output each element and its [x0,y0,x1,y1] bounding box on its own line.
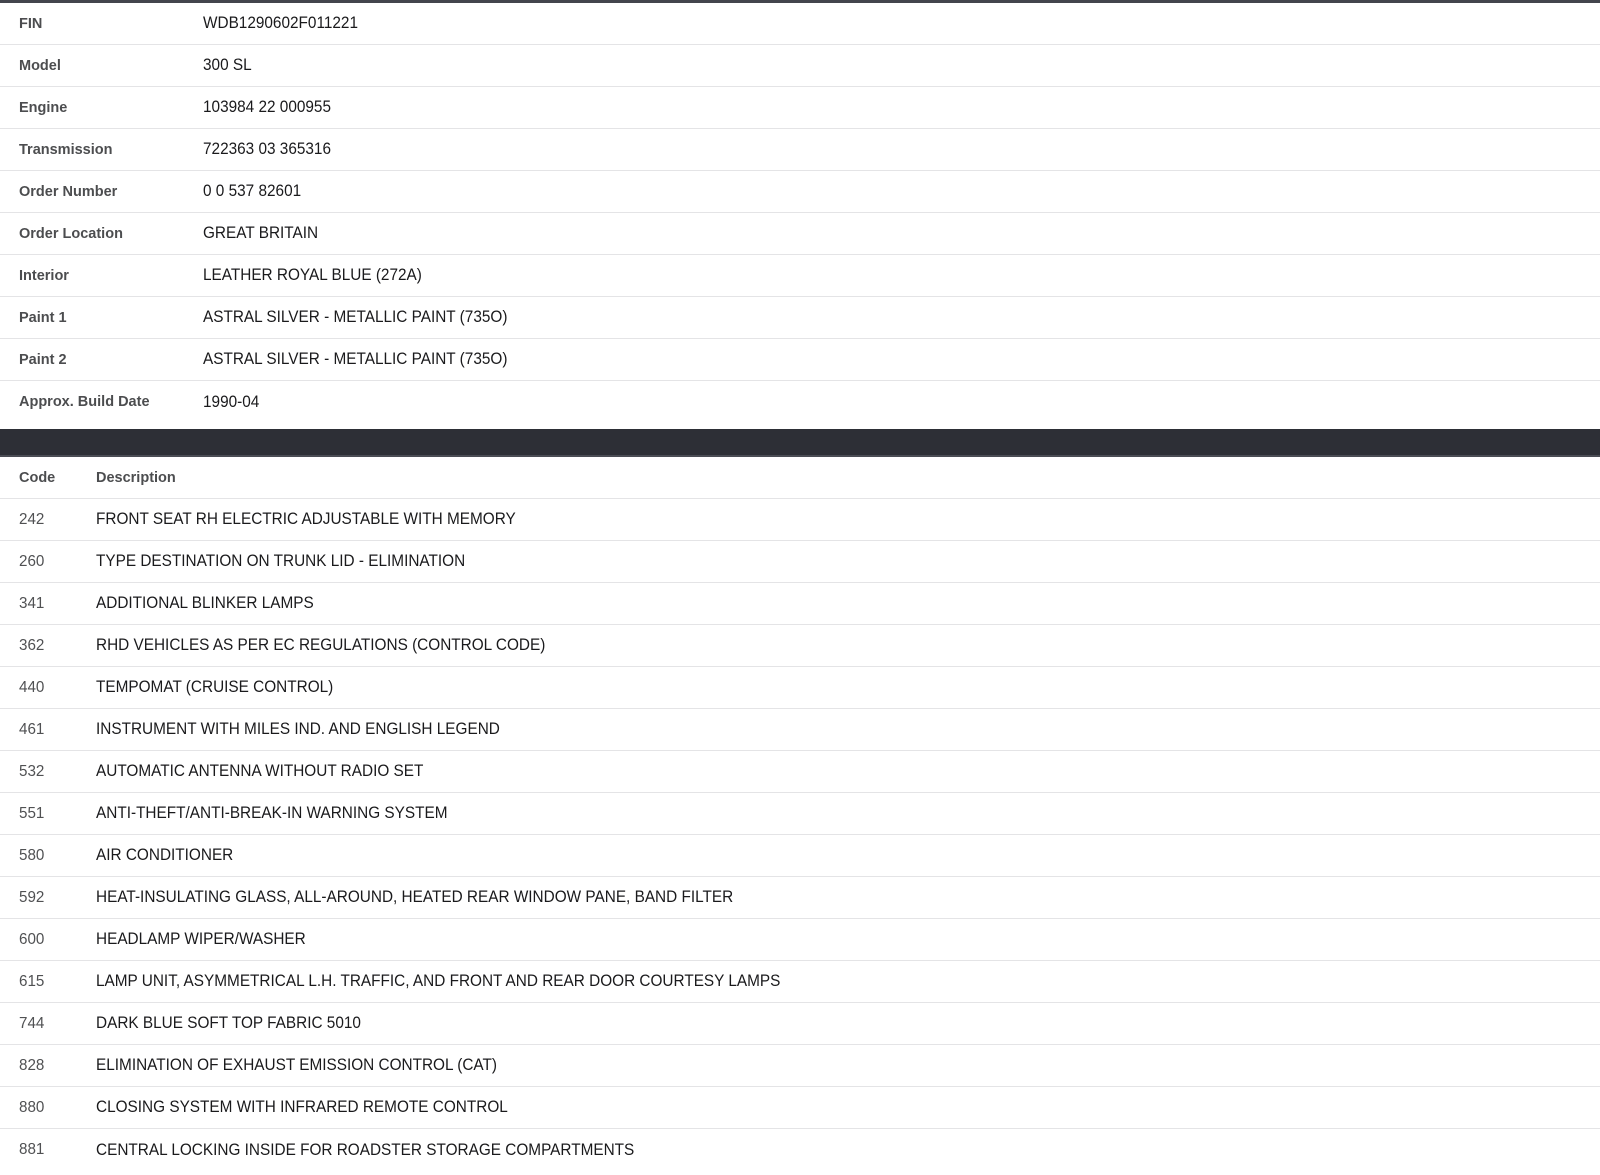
description-cell: HEADLAMP WIPER/WASHER [96,930,306,948]
code-cell: 744 [19,1014,45,1032]
code-row-615 [0,961,1600,1003]
section-divider-bar [0,429,1600,457]
code-row-592 [0,877,1600,919]
info-label: Model [19,57,61,74]
code-cell: 440 [19,678,45,696]
code-row-532 [0,751,1600,793]
vehicle-info-table [0,3,1600,423]
code-cell: 881 [19,1141,45,1158]
description-cell: CLOSING SYSTEM WITH INFRARED REMOTE CONTROL [96,1098,508,1116]
description-cell: AIR CONDITIONER [96,846,234,864]
code-cell: 532 [19,762,45,780]
description-cell: RHD VEHICLES AS PER EC REGULATIONS (CONTROL CODE) [96,636,546,654]
info-row-paint-1 [0,297,1600,339]
info-value: 300 SL [203,56,252,74]
code-cell: 592 [19,888,45,906]
info-label: Engine [19,99,68,116]
info-value: GREAT BRITAIN [203,224,319,242]
code-row-461 [0,709,1600,751]
description-cell: INSTRUMENT WITH MILES IND. AND ENGLISH LEGEND [96,720,500,738]
info-label: Transmission [19,141,113,158]
info-label: FIN [19,15,43,32]
description-cell: HEAT-INSULATING GLASS, ALL-AROUND, HEATED REAR WINDOW PANE, BAND FILTER [96,888,734,906]
info-row-order-number [0,171,1600,213]
description-cell: ANTI-THEFT/ANTI-BREAK-IN WARNING SYSTEM [96,804,448,822]
info-label: Paint 1 [19,309,67,326]
description-cell: TYPE DESTINATION ON TRUNK LID - ELIMINATION [96,552,466,570]
code-cell: 580 [19,846,45,864]
description-cell: DARK BLUE SOFT TOP FABRIC 5010 [96,1014,361,1032]
code-cell: 615 [19,972,45,990]
code-cell: 461 [19,720,45,738]
code-row-880 [0,1087,1600,1129]
code-row-881 [0,1129,1600,1171]
description-cell: TEMPOMAT (CRUISE CONTROL) [96,678,334,696]
info-label: Order Number [19,183,118,200]
code-row-580 [0,835,1600,877]
code-row-440 [0,667,1600,709]
code-cell: 880 [19,1098,45,1116]
description-cell: ADDITIONAL BLINKER LAMPS [96,594,314,612]
code-cell: 551 [19,804,45,822]
code-row-260 [0,541,1600,583]
info-value: 103984 22 000955 [203,98,332,116]
info-row-paint-2 [0,339,1600,381]
code-column-header: Code [19,469,56,486]
code-row-600 [0,919,1600,961]
info-row-interior [0,255,1600,297]
code-row-744 [0,1003,1600,1045]
description-cell: FRONT SEAT RH ELECTRIC ADJUSTABLE WITH MEMORY [96,510,516,528]
description-cell: ELIMINATION OF EXHAUST EMISSION CONTROL (CAT) [96,1056,498,1074]
code-row-362 [0,625,1600,667]
info-label: Order Location [19,225,123,242]
codes-header-row [0,457,1600,499]
code-cell: 600 [19,930,45,948]
info-value: 1990-04 [203,392,260,411]
info-label: Approx. Build Date [19,394,150,410]
info-value: LEATHER ROYAL BLUE (272A) [203,266,422,284]
option-codes-table [0,457,1600,1171]
code-row-828 [0,1045,1600,1087]
code-cell: 341 [19,594,45,612]
info-row-fin [0,3,1600,45]
info-row-model [0,45,1600,87]
code-row-242 [0,499,1600,541]
code-row-341 [0,583,1600,625]
info-label: Interior [19,267,69,284]
info-value: 0 0 537 82601 [203,182,302,200]
description-cell: CENTRAL LOCKING INSIDE FOR ROADSTER STORAGE COMPARTMENTS [96,1140,635,1159]
code-cell: 260 [19,552,45,570]
description-cell: AUTOMATIC ANTENNA WITHOUT RADIO SET [96,762,424,780]
info-row-order-location [0,213,1600,255]
description-cell: LAMP UNIT, ASYMMETRICAL L.H. TRAFFIC, AND FRONT AND REAR DOOR COURTESY LAMPS [96,972,781,990]
code-cell: 362 [19,636,45,654]
info-label: Paint 2 [19,351,67,368]
info-value: ASTRAL SILVER - METALLIC PAINT (735O) [203,308,508,326]
info-row-transmission [0,129,1600,171]
code-cell: 828 [19,1056,45,1074]
info-row-build-date [0,381,1600,423]
description-column-header: Description [96,469,176,486]
info-row-engine [0,87,1600,129]
info-value: 722363 03 365316 [203,140,332,158]
info-value: WDB1290602F011221 [203,14,358,32]
code-cell: 242 [19,510,45,528]
info-value: ASTRAL SILVER - METALLIC PAINT (735O) [203,350,508,368]
code-row-551 [0,793,1600,835]
